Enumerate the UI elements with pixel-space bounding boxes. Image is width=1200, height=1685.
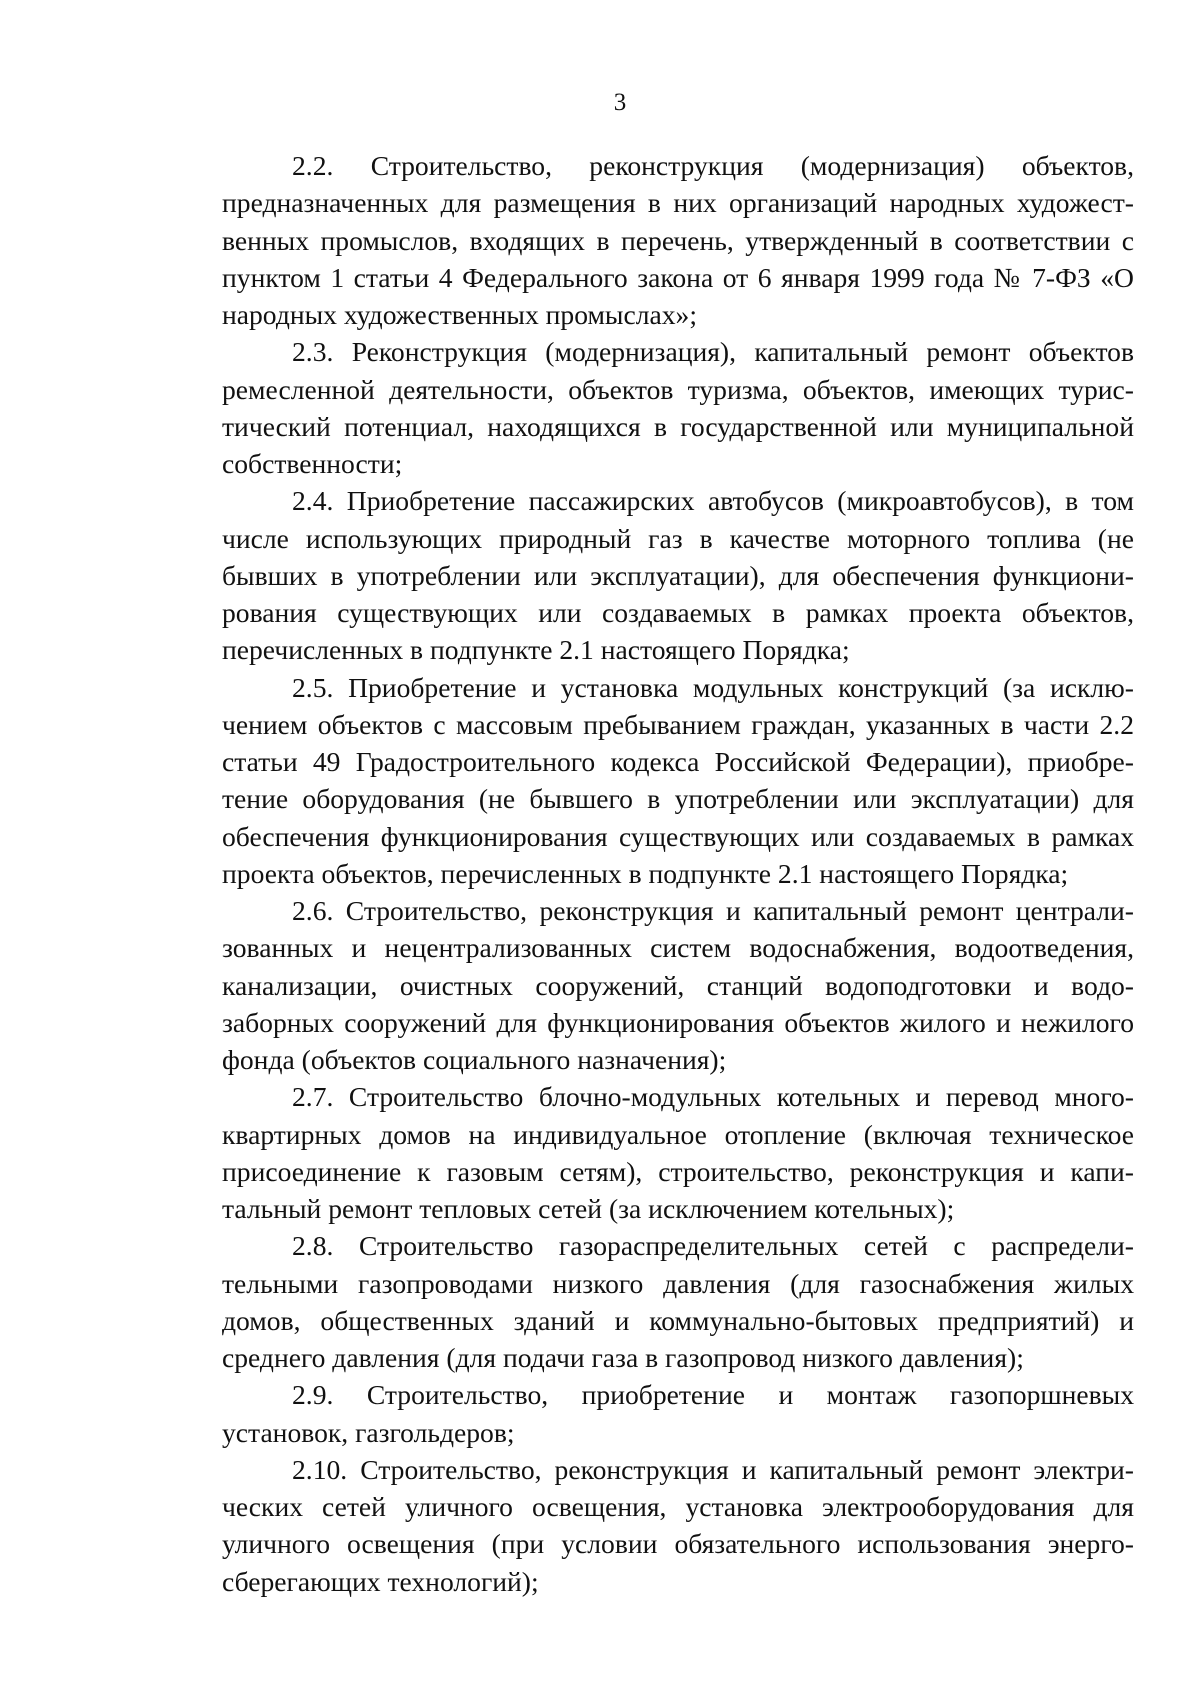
document-body — [222, 147, 1134, 1600]
paragraph-2-4: 2.4. Приобретение пассажирских автобусов (микроавтобусов), в том числе использующих природный газ в качестве моторного топлива (не бывших в употреблении или эксплуатации), для обеспечения функционирования существующих или создаваемых в рамках проекта объектов, перечисленных в подпункте 2.1 настоящего Порядка; — [222, 485, 1134, 666]
paragraph-2-7: 2.7. Строительство блочно-модульных котельных и перевод многоквартирных домов на индивидуальное отопление (включая техническое присоединение к газовым сетям), строительство, реконструкция и капитальный ремонт тепловых сетей (за исключением котельных); — [222, 1081, 1134, 1224]
paragraph-2-10: 2.10. Строительство, реконструкция и капитальный ремонт электрических сетей уличного освещения, установка электрооборудования для уличного освещения (при условии обязательного использования энергосберегающих технологий); — [222, 1453, 1134, 1597]
paragraph-2-6: 2.6. Строительство, реконструкция и капитальный ремонт централизованных и нецентрализованных систем водоснабжения, водоотведения, канализации, очистных сооружений, станций водоподготовки и водозаборных сооружений для функционирования объектов жилого и нежилого фонда (объектов социального назначения); — [222, 895, 1134, 1075]
paragraph-2-3: 2.3. Реконструкция (модернизация), капитальный ремонт объектов ремесленной деятельности, объектов туризма, объектов, имеющих туристический потенциал, находящихся в государственной или муниципальной собственности; — [222, 336, 1134, 479]
paragraph-2-2: 2.2. Строительство, реконструкция (модернизация) объектов, предназначенных для размещения в них организаций народных художественных промыслов, входящих в перечень, утвержденный в соответствии с пунктом 1 статьи 4 Федерального закона от 6 января 1999 года № 7-ФЗ «О народных художественных промыслах»; — [222, 150, 1134, 330]
paragraph-2-9: 2.9. Строительство, приобретение и монтаж газопоршневых установок, газгольдеров; — [222, 1379, 1134, 1448]
page-number: 3 — [613, 89, 627, 116]
paragraph-2-8: 2.8. Строительство газораспределительных сетей с распределительными газопроводами низкого давления (для газоснабжения жилых домов, общественных зданий и коммунально-бытовых предприятий) и среднего давления (для подачи газа в газопровод низкого давления); — [222, 1230, 1134, 1373]
paragraph-2-5: 2.5. Приобретение и установка модульных конструкций (за исключением объектов с массовым пребыванием граждан, указанных в части 2.2 статьи 49 Градостроительного кодекса Российской Федерации), приобретение оборудования (не бывшего в употреблении или эксплуатации) для обеспечения функционирования существующих или создаваемых в рамках проекта объектов, перечисленных в подпункте 2.1 настоящего Порядка; — [222, 671, 1134, 889]
